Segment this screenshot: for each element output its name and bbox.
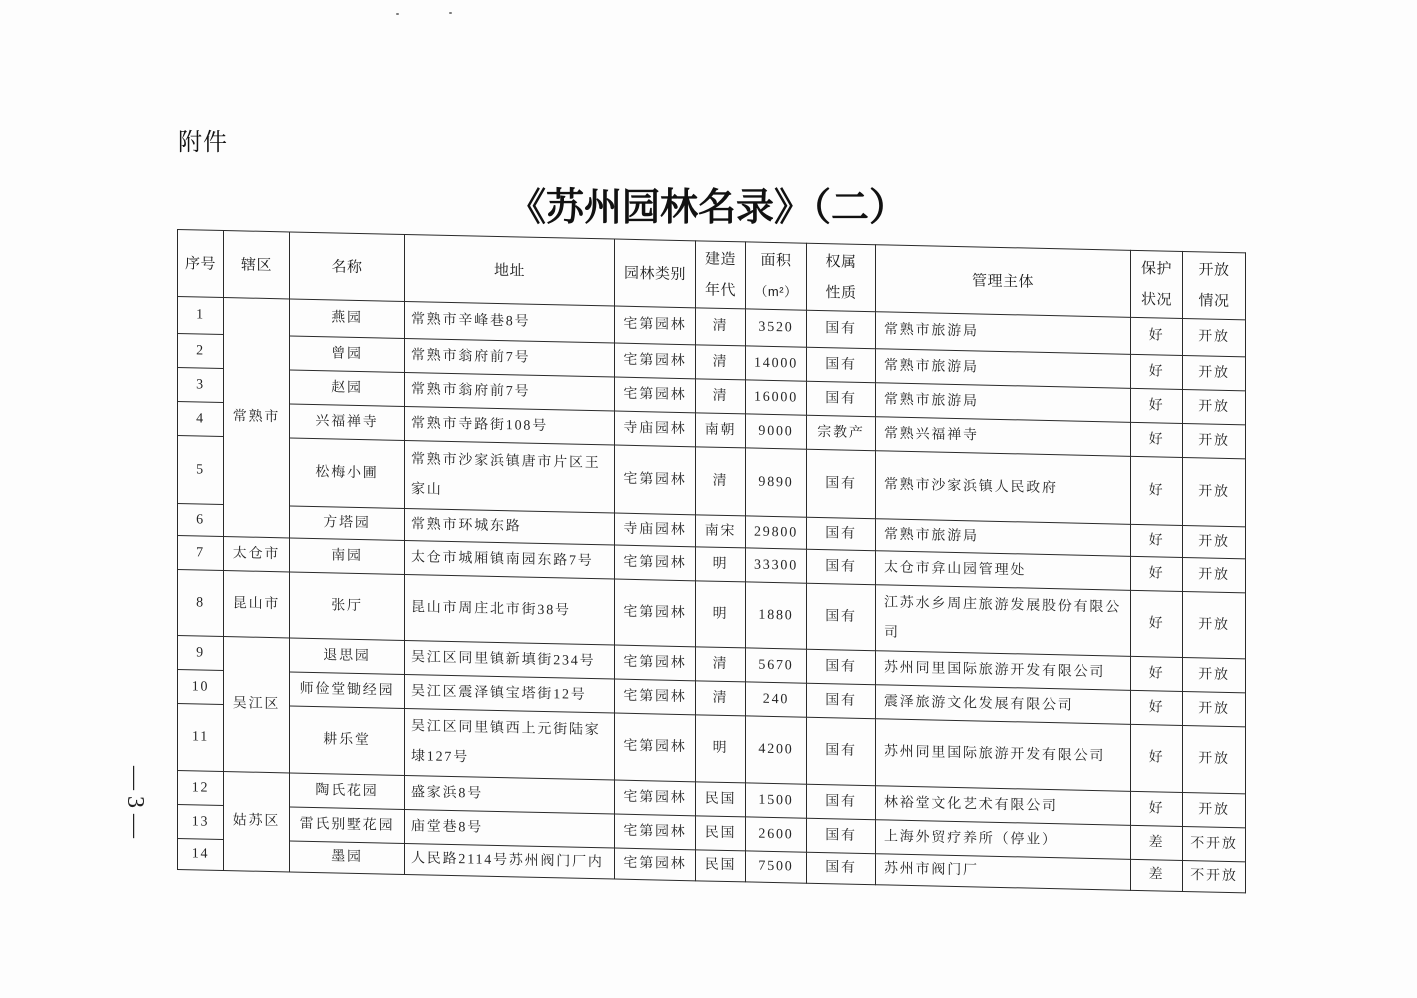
cell-area: 16000 [746,380,807,415]
cell-open: 开放 [1183,457,1246,526]
cell-district: 吴江区 [224,637,290,773]
cell-open: 开放 [1183,355,1246,390]
cell-protection: 好 [1131,791,1183,826]
address-text: 常熟市翁府前7号 [411,347,531,366]
cell-ownership: 国有 [807,683,876,719]
cell-address [405,440,615,513]
header-index: 序号 [178,230,224,298]
cell-address [405,674,615,713]
address-text: 太仓市城厢镇南园东路7号 [411,549,594,569]
cell-district: 昆山市 [224,571,290,638]
cell-area: 29800 [746,516,807,549]
cell-index: 1 [178,297,224,335]
cell-category: 宅第园林 [615,713,696,782]
cell-name: 墨园 [290,841,405,875]
cell-ownership: 国有 [807,583,876,651]
cell-area: 9890 [746,448,807,517]
cell-name: 松梅小圃 [290,438,405,509]
cell-area: 1880 [746,582,807,649]
cell-address [405,372,615,411]
header-open-line1: 开放 [1198,261,1230,279]
cell-index: 10 [178,670,224,705]
page-number: — 3 — [122,766,148,838]
cell-address [405,775,615,814]
cell-open: 不开放 [1183,860,1246,892]
cell-era: 南朝 [696,413,746,448]
manager-text: 林裕堂文化艺术有限公司 [884,794,1058,814]
cell-protection: 好 [1131,456,1183,525]
cell-name: 燕园 [290,299,405,339]
cell-address [405,809,615,848]
cell-era: 清 [696,379,746,414]
cell-open: 开放 [1183,792,1246,827]
address-text: 吴江区同里镇新填街234号 [411,649,596,669]
cell-address [405,301,615,343]
cell-index: 14 [178,839,224,871]
cell-category: 宅第园林 [615,545,696,581]
cell-open: 开放 [1183,525,1246,558]
header-open [1183,251,1246,319]
cell-protection: 好 [1131,317,1183,355]
cell-index: 8 [178,570,224,637]
header-ownership-line2: 性质 [825,284,857,302]
cell-ownership: 国有 [807,517,876,551]
cell-category: 宅第园林 [615,343,696,379]
cell-index: 6 [178,504,224,537]
cell-category: 寺庙园林 [615,513,696,547]
manager-text: 常熟市沙家浜镇人民政府 [884,476,1058,496]
cell-category: 宅第园林 [615,679,696,715]
manager-text: 常熟市旅游局 [884,322,979,340]
cell-district: 太仓市 [224,537,290,572]
cell-category: 宅第园林 [615,780,696,816]
cell-area: 7500 [746,851,807,883]
address-text: 吴江区同里镇西上元街陆家埭127号 [411,719,601,766]
cell-ownership: 宗教产 [807,415,876,451]
attachment-label: 附件 [178,129,228,156]
cell-name: 赵园 [290,370,405,407]
cell-protection: 差 [1131,859,1183,891]
cell-district: 常熟市 [224,298,290,538]
cell-name: 耕乐堂 [290,706,405,776]
manager-text: 常熟市旅游局 [884,526,979,544]
cell-manager [876,417,1131,457]
cell-address [405,640,615,679]
cell-ownership: 国有 [807,449,876,519]
cell-era: 民国 [696,816,746,851]
cell-address [405,574,615,645]
cell-manager [876,551,1131,591]
cell-category: 寺庙园林 [615,411,696,447]
cell-address [405,843,615,879]
cell-open: 开放 [1183,725,1246,793]
cell-index: 3 [178,368,224,403]
cell-name: 兴福禅寺 [290,404,405,441]
address-text: 常熟市辛峰巷8号 [411,312,531,330]
cell-open: 开放 [1183,318,1246,356]
cell-era: 明 [696,715,746,783]
cell-manager [876,651,1131,691]
cell-open: 开放 [1183,557,1246,592]
header-protection-line1: 保护 [1140,260,1172,278]
cell-ownership: 国有 [807,310,876,349]
cell-area: 1500 [746,783,807,818]
cell-name: 退思园 [290,638,405,675]
cell-ownership: 国有 [807,818,876,854]
cell-address [405,406,615,445]
cell-era: 清 [696,308,746,346]
cell-ownership: 国有 [807,347,876,383]
cell-index: 13 [178,805,224,840]
cell-area: 9000 [746,414,807,449]
cell-ownership: 国有 [807,549,876,585]
header-era-line1: 建造 [704,250,736,269]
header-area [746,242,807,310]
cell-protection: 好 [1131,590,1183,657]
cell-name: 张厅 [290,572,405,641]
header-ownership [807,243,876,312]
scan-mark [396,13,399,15]
cell-index: 4 [178,402,224,437]
cell-index: 2 [178,334,224,369]
cell-protection: 好 [1131,524,1183,557]
manager-text: 常熟兴福禅寺 [884,425,979,443]
cell-era: 明 [696,547,746,582]
cell-open: 开放 [1183,691,1246,726]
cell-category: 宅第园林 [615,848,696,881]
cell-protection: 好 [1131,556,1183,591]
cell-protection: 好 [1131,656,1183,691]
header-district: 辖区 [224,231,290,299]
cell-name: 曾园 [290,336,405,373]
garden-list-table-container [177,229,1246,893]
cell-index: 9 [178,636,224,671]
cell-ownership: 国有 [807,852,876,885]
address-text: 吴江区震泽镇宝塔街12号 [411,683,587,703]
cell-name: 陶氏花园 [290,773,405,810]
cell-era: 清 [696,647,746,682]
manager-text: 常熟市旅游局 [884,357,979,375]
cell-manager [876,685,1131,725]
cell-category: 宅第园林 [615,645,696,681]
cell-address [405,540,615,579]
header-name: 名称 [290,232,405,302]
cell-manager [876,312,1131,355]
cell-index: 7 [178,536,224,571]
cell-era: 清 [696,681,746,716]
cell-protection: 好 [1131,724,1183,792]
header-ownership-line1: 权属 [825,253,857,271]
document-title: 《苏州园林名录》（二） [508,187,908,229]
cell-era: 清 [696,447,746,516]
address-text: 盛家浜8号 [411,784,483,802]
cell-era: 民国 [696,850,746,882]
cell-manager [876,820,1131,860]
manager-text: 苏州同里国际旅游开发有限公司 [884,659,1106,680]
cell-address [405,338,615,377]
cell-category: 宅第园林 [615,814,696,850]
manager-text: 江苏水乡周庄旅游发展股份有限公司 [884,594,1121,641]
header-protection [1131,250,1183,318]
cell-index: 11 [178,704,224,772]
header-open-line2: 情况 [1198,292,1230,310]
address-text: 常熟市环城东路 [411,516,522,535]
cell-index: 12 [178,771,224,806]
address-text: 人民路2114号苏州阀门厂内 [411,851,604,871]
header-area-unit: （m²） [754,283,798,300]
cell-open: 开放 [1183,657,1246,692]
cell-area: 5670 [746,648,807,683]
cell-category: 宅第园林 [615,306,696,345]
address-text: 常熟市翁府前7号 [411,381,531,400]
cell-era: 南宋 [696,515,746,548]
cell-area: 33300 [746,548,807,583]
cell-address [405,508,615,545]
cell-name: 方塔园 [290,506,405,541]
cell-area: 3520 [746,309,807,347]
cell-era: 清 [696,345,746,380]
manager-text: 苏州市阀门厂 [884,861,979,879]
cell-manager [876,349,1131,389]
cell-protection: 好 [1131,388,1183,423]
cell-open: 开放 [1183,389,1246,424]
cell-area: 4200 [746,716,807,784]
cell-ownership: 国有 [807,717,876,786]
header-protection-line2: 状况 [1140,291,1172,309]
cell-protection: 差 [1131,825,1183,860]
cell-protection: 好 [1131,354,1183,389]
manager-text: 上海外贸疗养所（停业） [884,828,1058,848]
address-text: 常熟市沙家浜镇唐市片区王家山 [411,451,601,498]
cell-index: 5 [178,436,224,505]
header-category: 园林类别 [615,239,696,308]
scan-mark [449,12,452,14]
cell-open: 开放 [1183,423,1246,458]
cell-protection: 好 [1131,422,1183,457]
cell-area: 14000 [746,346,807,381]
cell-category: 宅第园林 [615,445,696,515]
cell-district: 姑苏区 [224,772,290,872]
manager-text: 常熟市旅游局 [884,391,979,409]
header-address: 地址 [405,234,615,306]
garden-list-table [177,229,1246,893]
header-manager: 管理主体 [876,245,1131,318]
cell-era: 民国 [696,782,746,817]
header-era [696,241,746,309]
cell-address [405,708,615,780]
address-text: 庙堂巷8号 [411,818,483,836]
address-text: 常熟市寺路街108号 [411,415,548,434]
cell-manager [876,451,1131,525]
cell-ownership: 国有 [807,649,876,685]
cell-protection: 好 [1131,690,1183,725]
manager-text: 震泽旅游文化发展有限公司 [884,693,1074,714]
cell-open: 开放 [1183,591,1246,658]
cell-name: 雷氏别墅花园 [290,807,405,844]
cell-ownership: 国有 [807,381,876,417]
manager-text: 太仓市弇山园管理处 [884,559,1027,579]
address-text: 昆山市周庄北市街38号 [411,599,571,619]
cell-category: 宅第园林 [615,579,696,647]
header-area-line1: 面积 [760,251,792,270]
header-era-line2: 年代 [704,281,736,300]
cell-area: 2600 [746,817,807,852]
cell-name: 南园 [290,538,405,575]
cell-manager [876,854,1131,891]
cell-category: 宅第园林 [615,377,696,413]
cell-name: 师俭堂锄经园 [290,672,405,709]
cell-manager [876,585,1131,657]
cell-manager [876,786,1131,826]
cell-manager [876,383,1131,423]
cell-open: 不开放 [1183,826,1246,861]
cell-ownership: 国有 [807,784,876,820]
cell-manager [876,719,1131,792]
manager-text: 苏州同里国际旅游开发有限公司 [884,744,1106,765]
cell-era: 明 [696,581,746,648]
cell-area: 240 [746,682,807,717]
